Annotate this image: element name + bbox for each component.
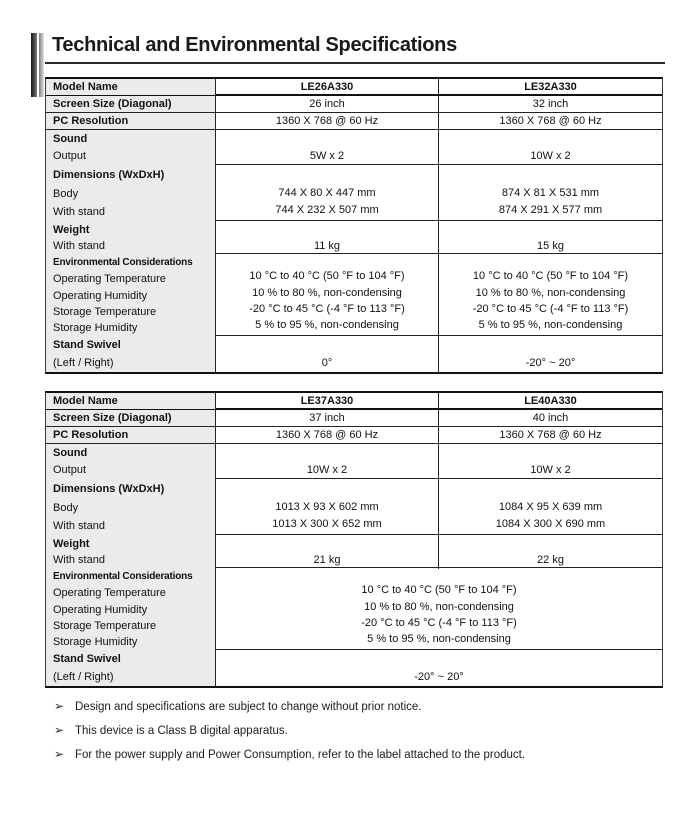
cell-value: 1360 X 768 @ 60 Hz [499,429,602,441]
row-sublabel: Body [53,187,79,200]
row-label: Dimensions (WxDxH) Body With stand [46,165,216,222]
note-text: For the power supply and Power Consumption, refer to the label attached to the product. [75,749,526,761]
row-label: Environmental Considerations Operating Temperature Operating Humidity Storage Temperature Storage Humidity [46,568,216,650]
cell-value: 11 kg [216,221,439,255]
cell-value: 10W x 2 [530,150,571,162]
table-row-stand-swivel [46,336,662,372]
row-label: Stand Swivel (Left / Right) [46,650,216,686]
cell-value: 1084 X 95 X 639 mm 1084 X 300 X 690 mm [495,501,606,530]
row-sublabel: Output [53,464,87,476]
row-label: Weight With stand [46,535,216,569]
cell-value: 32 inch [532,98,569,110]
table-row-screen-size [46,410,662,427]
title-underline [45,62,665,64]
row-sublabel: Operating Temperature [53,587,166,600]
table-row-dimensions [46,479,662,535]
cell-model-2: LE40A330 [524,395,577,407]
row-label: Stand Swivel (Left / Right) [46,336,216,372]
note-item [45,699,665,715]
row-label: PC Resolution [46,113,216,129]
table-row-stand-swivel [46,650,662,686]
cell-value: 1360 X 768 @ 60 Hz [216,113,439,129]
row-sublabel: Operating Temperature [53,273,166,286]
row-label: Sound Output [46,130,216,165]
note-item [45,723,665,739]
cell-value: 40 inch [532,412,569,424]
row-sublabel: With stand [53,240,105,253]
cell-value: 21 kg [216,535,439,569]
cell-value: 1360 X 768 @ 60 Hz [499,115,602,127]
row-sublabel: Storage Humidity [53,636,138,649]
row-label: Model Name [46,393,216,409]
cell-model-1: LE37A330 [216,393,439,409]
table-row-pc-resolution [46,427,662,444]
page-title: Technical and Environmental Specifications [52,34,457,56]
note-text: Design and specifications are subject to change without prior notice. [75,701,422,713]
section-accent-bars [31,33,45,97]
row-sublabel: (Left / Right) [53,670,114,683]
row-label: Screen Size (Diagonal) [46,410,216,426]
cell-value: 15 kg [537,239,564,252]
table-row-model [46,393,662,410]
cell-value: 22 kg [537,553,564,566]
cell-value: 5W x 2 [216,130,439,165]
cell-value: 0° [216,336,439,372]
row-sublabel: Storage Humidity [53,322,138,335]
spec-tables [45,77,665,688]
cell-value: 10 °C to 40 °C (50 °F to 104 °F) 10 % to 80 %, non-condensing -20 °C to 45 °C (-4 °F to 113 °F) 5 % to 95 %, non-condensing [472,270,629,332]
accent-bar-light [39,33,44,97]
row-sublabel: Storage Temperature [53,305,157,318]
table-row-weight [46,535,662,568]
accent-bar-dark [31,33,37,97]
cell-value: 10W x 2 [216,444,439,479]
cell-value: 26 inch [216,96,439,112]
table-row-weight [46,221,662,254]
row-sublabel: Storage Temperature [53,619,157,632]
table-row-pc-resolution [46,113,662,130]
table-row-sound [46,130,662,165]
row-label: Sound Output [46,444,216,479]
row-label: Environmental Considerations Operating Temperature Operating Humidity Storage Temperature Storage Humidity [46,254,216,336]
table-row-sound [46,444,662,479]
table-row-dimensions [46,165,662,221]
table-row-environmental [46,254,662,336]
cell-value: 744 X 80 X 447 mm 744 X 232 X 507 mm [216,165,439,222]
cell-value: 1013 X 93 X 602 mm 1013 X 300 X 652 mm [216,479,439,536]
row-label: Model Name [46,79,216,95]
table-row-environmental [46,568,662,650]
row-sublabel: Operating Humidity [53,603,148,616]
note-item [45,747,665,763]
cell-model-1: LE26A330 [216,79,439,95]
table-row-model [46,79,662,96]
row-sublabel: With stand [53,520,105,533]
cell-value: 10W x 2 [530,464,571,476]
row-sublabel: Output [53,150,87,162]
cell-value: 874 X 81 X 531 mm 874 X 291 X 577 mm [498,187,603,216]
row-sublabel: With stand [53,554,105,567]
cell-value-merged: -20° ~ 20° [414,671,464,683]
row-label: Dimensions (WxDxH) Body With stand [46,479,216,536]
arrow-bullet-icon: ➢ [54,699,65,713]
table-row-screen-size [46,96,662,113]
arrow-bullet-icon: ➢ [54,747,65,761]
cell-model-2: LE32A330 [524,81,577,93]
row-label: Weight With stand [46,221,216,255]
spec-table-1 [45,77,663,374]
spec-table-2 [45,391,663,688]
footnotes [45,699,665,771]
row-sublabel: With stand [53,206,105,219]
cell-value: 1360 X 768 @ 60 Hz [216,427,439,443]
cell-value: 10 °C to 40 °C (50 °F to 104 °F) 10 % to 80 %, non-condensing -20 °C to 45 °C (-4 °F to 113 °F) 5 % to 95 %, non-condensing [216,254,439,336]
row-sublabel: Body [53,501,79,514]
cell-value-merged: 10 °C to 40 °C (50 °F to 104 °F) 10 % to 80 %, non-condensing -20 °C to 45 °C (-4 °F to 113 °F) 5 % to 95 %, non-condensing [361,584,517,646]
cell-value: 37 inch [216,410,439,426]
row-label: Screen Size (Diagonal) [46,96,216,112]
cell-value: -20° ~ 20° [525,357,576,369]
row-sublabel: Operating Humidity [53,289,148,302]
row-sublabel: (Left / Right) [53,356,114,369]
note-text: This device is a Class B digital apparatus. [75,725,288,737]
row-label: PC Resolution [46,427,216,443]
arrow-bullet-icon: ➢ [54,723,65,737]
